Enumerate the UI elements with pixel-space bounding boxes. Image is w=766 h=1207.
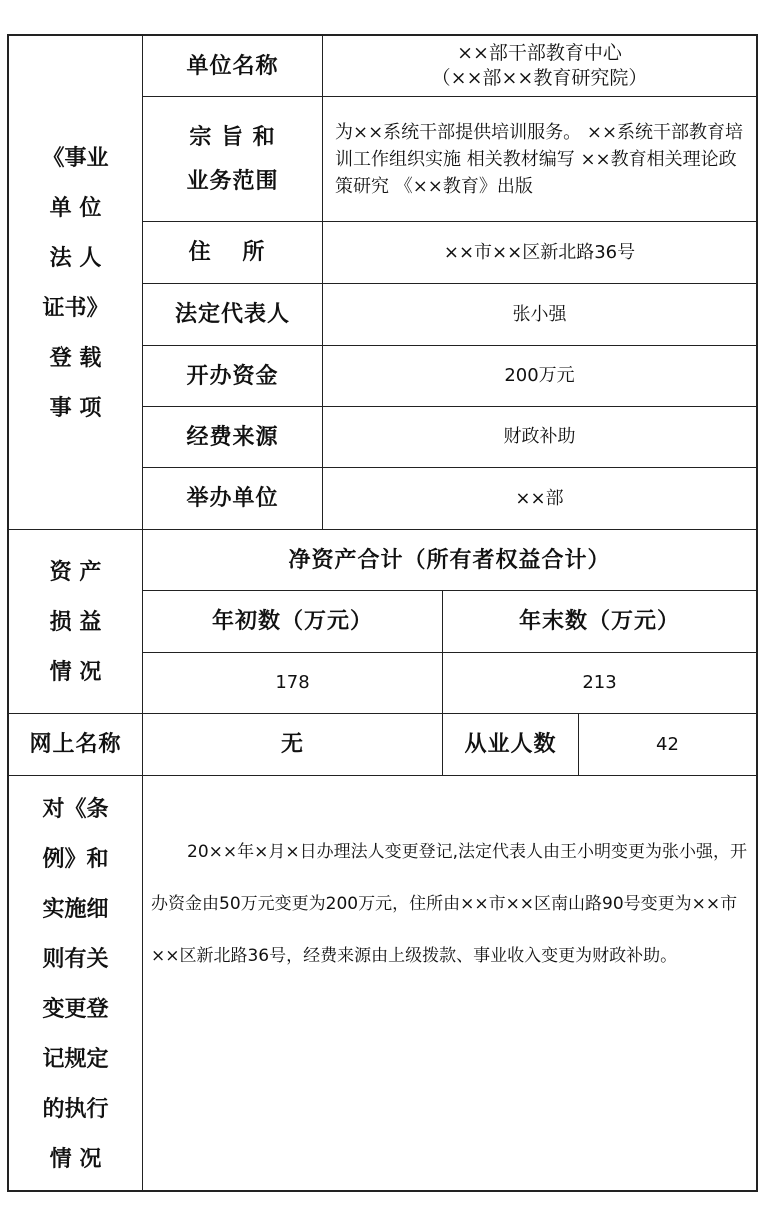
section-line: 情 况 xyxy=(49,658,102,685)
section-line: 法 人 xyxy=(49,244,102,271)
funding-value: 财政补助 xyxy=(503,426,576,448)
section-line: 事 项 xyxy=(49,394,102,421)
section-line: 证书》 xyxy=(42,294,109,321)
section-line: 登 载 xyxy=(49,344,102,371)
end-label: 年末数（万元） xyxy=(518,608,680,635)
section-line: 例》和 xyxy=(42,846,109,872)
section-line: 实施细 xyxy=(42,896,109,922)
unit-name-line1: ××部干部教育中心 xyxy=(457,42,622,64)
section-line: 的执行 xyxy=(42,1096,109,1122)
purpose-label-line2: 业务范围 xyxy=(186,168,279,194)
section-line: 损 益 xyxy=(49,608,102,635)
online-name-label: 网上名称 xyxy=(29,731,122,758)
legal-rep-value: 张小强 xyxy=(512,303,567,325)
purpose-label xyxy=(143,97,322,221)
section-line: 资 产 xyxy=(49,558,102,585)
end-value: 213 xyxy=(582,672,617,694)
assets-header: 净资产合计（所有者权益合计） xyxy=(288,546,611,573)
section-line: 变更登 xyxy=(42,996,109,1022)
unit-name-label: 单位名称 xyxy=(186,52,279,79)
sponsor-label: 举办单位 xyxy=(186,485,279,512)
capital-value: 200万元 xyxy=(504,365,575,387)
compliance-text: 20××年×月×日办理法人变更登记,法定代表人由王小明变更为张小强，开办资金由50万元变更为200万元，住所由××市××区南山路90号变更为××市××区新北路36号，经费来源由上级拨款、事业收入变更为财政补助。 xyxy=(151,842,748,966)
online-name-value: 无 xyxy=(280,731,304,758)
section-line: 记规定 xyxy=(42,1046,109,1072)
hline-11 xyxy=(8,775,757,776)
staff-count-label: 从业人数 xyxy=(464,731,557,758)
unit-name-line2: （××部××教育研究院） xyxy=(431,67,648,89)
section-line: 单 位 xyxy=(49,194,102,221)
capital-label: 开办资金 xyxy=(186,362,279,389)
section-line: 则有关 xyxy=(42,946,109,972)
border-right xyxy=(756,34,758,1192)
address-value: ××市××区新北路36号 xyxy=(443,241,636,263)
border-bottom xyxy=(8,1190,758,1192)
section-line: 对《条 xyxy=(42,796,109,822)
section-line: 《事业 xyxy=(42,144,109,171)
purpose-label-line1: 宗 旨 和 xyxy=(189,124,276,150)
assets-section-label xyxy=(9,530,142,713)
funding-label: 经费来源 xyxy=(186,423,279,450)
begin-label: 年初数（万元） xyxy=(211,608,373,635)
staff-count-value: 42 xyxy=(656,733,679,755)
address-label: 住 所 xyxy=(188,239,277,266)
registration-section-label xyxy=(9,36,142,529)
section-line: 情 况 xyxy=(49,1146,102,1172)
legal-rep-label: 法定代表人 xyxy=(174,301,290,328)
unit-name-value xyxy=(323,36,756,96)
sponsor-value: ××部 xyxy=(515,487,564,509)
compliance-section-label xyxy=(9,784,142,1184)
begin-value: 178 xyxy=(275,672,310,694)
purpose-value: 为××系统干部提供培训服务。 ××系统干部教育培训工作组织实施 相关教材编写 ××教育相关理论政策研究 《××教育》出版 xyxy=(335,121,744,197)
